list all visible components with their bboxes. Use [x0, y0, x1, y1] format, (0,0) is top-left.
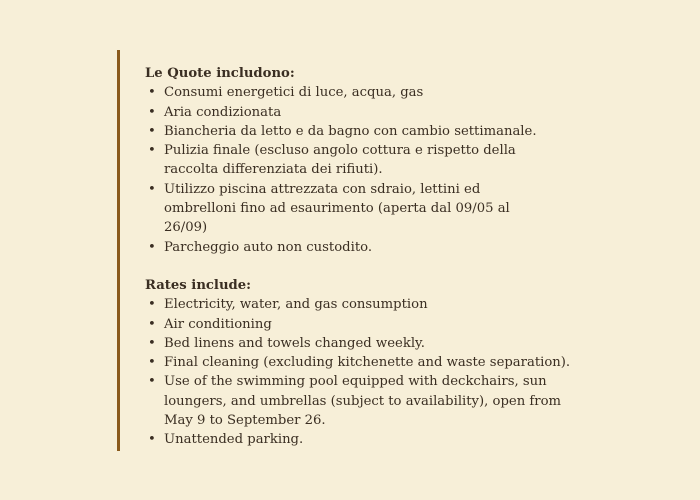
list-item: • Utilizzo piscina attrezzata con sdraio, lettini ed ombrelloni fino ad esaurimento (aperta dal 09/05 al 26/09)	[145, 180, 524, 238]
list-item: • Final cleaning (excluding kitchenette and waste separation).	[145, 353, 645, 372]
list-item: • Aria condizionata	[145, 103, 645, 122]
list-item: • Use of the swimming pool equipped with deckchairs, sun loungers, and umbrellas (subject to availability), open from May 9 to September 26.	[145, 372, 564, 430]
list-item: • Unattended parking.	[145, 430, 645, 449]
rates-content	[145, 64, 645, 450]
italian-section-title: Le Quote includono:	[145, 66, 295, 81]
list-item: • Consumi energetici di luce, acqua, gas	[145, 83, 645, 102]
italian-list	[145, 83, 645, 257]
list-item: • Parcheggio auto non custodito.	[145, 238, 645, 257]
list-item: • Air conditioning	[145, 315, 645, 334]
section-spacer	[145, 257, 645, 276]
english-section-title: Rates include:	[145, 277, 252, 293]
vertical-accent-rule	[117, 50, 120, 451]
list-item: • Bed linens and towels changed weekly.	[145, 334, 645, 353]
english-list	[145, 295, 645, 449]
list-item: • Electricity, water, and gas consumption	[145, 295, 645, 314]
italian-section	[145, 64, 645, 257]
list-item: • Biancheria da letto e da bagno con cambio settimanale.	[145, 122, 645, 141]
english-section	[145, 276, 645, 450]
list-item: • Pulizia finale (escluso angolo cottura e rispetto della raccolta differenziata dei rifiuti).	[145, 141, 524, 180]
